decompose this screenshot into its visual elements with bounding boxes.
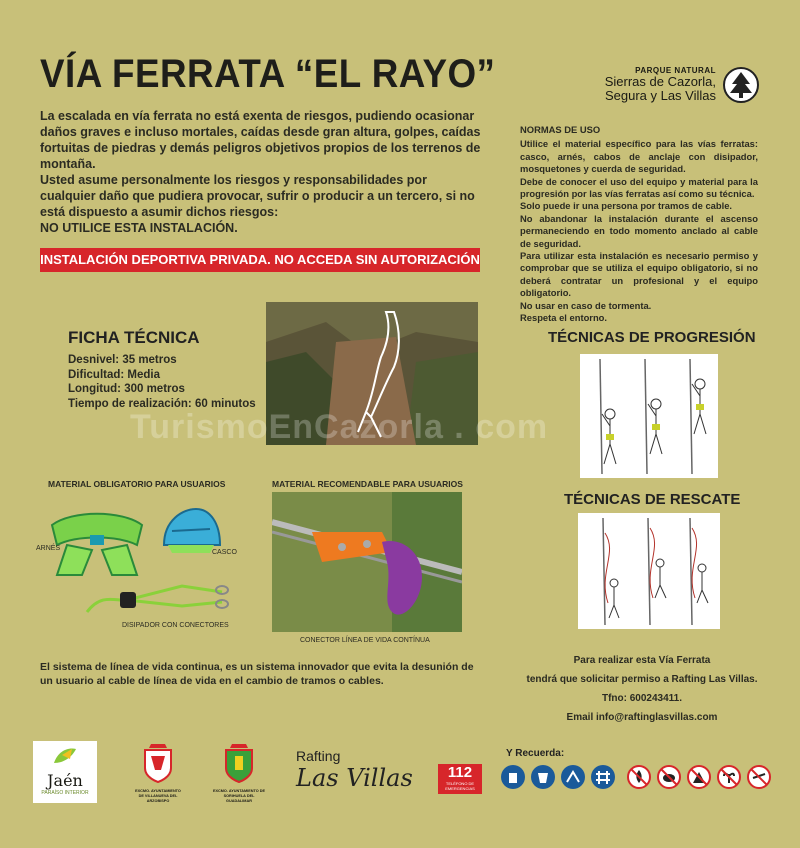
watermark: TurismoEnCazorla . com [130, 408, 549, 446]
norm-item: Para utilizar esta instalación es necesario permiso y comprobar que se utiliza el equipo obligatorio, si no deberá contratar un profesional y el equipo obligatorio. [520, 250, 758, 299]
jaen-leaf-icon [50, 745, 80, 767]
progression-illustration [580, 354, 718, 478]
ficha-line: Desnivel: 35 metros [68, 354, 177, 366]
intro-paragraph-2: Usted asume personalmente los riesgos y responsabilidades por cualquier daño que pudiera provocar, sufrir o producir a un tercero, si no está dispuesto a asumir dichos riesgos: [40, 173, 475, 219]
villanueva-text: EXCMO. AYUNTAMIENTO DE VILLANUEVA DEL ARZOBISPO [135, 789, 181, 803]
page-title: VÍA FERRATA “EL RAYO” [40, 52, 496, 96]
rafting-logo [296, 748, 413, 792]
park-label: PARQUE NATURAL [635, 66, 716, 75]
jaen-logo [33, 741, 97, 803]
no-plants-icon [716, 764, 742, 790]
linea-vida-text: El sistema de línea de vida continua, es un sistema innovador que evita la desunión de un usuario al cable de línea de vida en el cambio de tramos o cables. [40, 661, 474, 687]
fence-icon [590, 764, 616, 790]
ficha-line: Longitud: 300 metros [68, 383, 185, 395]
tecnicas-rescate-title: TÉCNICAS DE RESCATE [564, 491, 741, 508]
casco-label: CASCO [212, 549, 237, 556]
sorihuela-text: EXCMO. AYUNTAMIENTO DE SORIHUELA DEL GUADALIMAR [212, 789, 266, 803]
norm-item: No abandonar la instalación durante el ascenso permaneciendo en todo momento anclado al cable de seguridad. [520, 212, 758, 249]
intro-paragraph-3: NO UTILICE ESTA INSTALACIÓN. [40, 221, 238, 235]
energy-absorber-icon [82, 572, 232, 620]
rules-icons [500, 764, 778, 792]
arnes-label: ARNÉS [36, 545, 61, 552]
conector-label: CONECTOR LÍNEA DE VIDA CONTÍNUA [300, 637, 430, 644]
norm-item: Utilice el material específico para las vías ferratas: casco, arnés, cabos de anclaje con disipador, mosquetones y cuerda de seguridad. [520, 138, 758, 175]
contact-phone: Tfno: 600243411. [601, 693, 683, 704]
ficha-line: Tiempo de realización: 60 minutos [68, 397, 256, 410]
rafting-text: Rafting [296, 748, 341, 764]
no-fire-icon [626, 764, 652, 790]
bin-icon [500, 764, 526, 790]
warning-banner: INSTALACIÓN DEPORTIVA PRIVADA. NO ACCEDA SIN AUTORIZACIÓN [40, 248, 480, 272]
park-name-line1: Sierras de Cazorla, [604, 74, 716, 89]
jaen-sub: PARAÍSO INTERIOR [41, 790, 89, 796]
contact-block [520, 651, 764, 727]
connector-photo [272, 492, 462, 632]
ficha-title: FICHA TÉCNICA [68, 328, 200, 347]
no-camping-icon [686, 764, 712, 790]
ficha-line: Dificultad: Media [68, 368, 161, 381]
norm-item: Respeta el entorno. [520, 312, 607, 324]
villanueva-shield-icon [141, 740, 175, 784]
emergency-112-badge [438, 764, 482, 794]
no-hunting-icon [746, 764, 772, 790]
recuerda-title: Y Recuerda: [506, 748, 565, 759]
contact-line-1: Para realizar esta Vía Ferrata [573, 655, 711, 666]
villanueva-logo [132, 740, 184, 806]
jaen-text: Jaén [47, 771, 83, 790]
contact-line-2: tendrá que solicitar permiso a Rafting Las Villas. [526, 674, 758, 685]
tree-icon [722, 66, 760, 104]
intro-paragraph-1: La escalada en vía ferrata no está exenta de riesgos, pudiendo ocasionar daños graves e incluso mortales, caídas desde gran altura, golpes, caídas fortuitas de piedras y demás peligros objetivos propios de los terrenos de montaña. [40, 109, 481, 171]
waste-icon [530, 764, 556, 790]
tecnicas-progresion-title: TÉCNICAS DE PROGRESIÓN [548, 329, 756, 346]
intro-text [40, 108, 485, 236]
contact-email[interactable]: Email info@raftinglasvillas.com [566, 712, 718, 723]
material-recomendable-title: MATERIAL RECOMENDABLE PARA USUARIOS [272, 479, 463, 489]
sorihuela-logo [212, 740, 266, 806]
norm-item: Solo puede ir una persona por tramos de cable. [520, 200, 733, 212]
sorihuela-shield-icon [222, 740, 256, 784]
ficha-details [68, 353, 256, 411]
path-icon [560, 764, 586, 790]
norm-item: No usar en caso de tormenta. [520, 299, 652, 311]
rescue-illustration [578, 513, 720, 629]
norms-heading: NORMAS DE USO [520, 124, 601, 135]
disipador-label: DISIPADOR CON CONECTORES [122, 622, 229, 629]
las-villas-text: Las Villas [296, 764, 413, 792]
no-animals-icon [656, 764, 682, 790]
norms-block [520, 124, 758, 325]
emergency-sub: TELÉFONO DE EMERGENCIAS [445, 781, 475, 791]
park-logo-block [605, 66, 760, 103]
material-obligatorio-title: MATERIAL OBLIGATORIO PARA USUARIOS [48, 479, 226, 489]
emergency-number: 112 [447, 764, 473, 781]
park-name-line2: Segura y Las Villas [604, 88, 716, 103]
norm-item: Debe de conocer el uso del equipo y material para la progresión por las vías ferratas así como su técnica. [520, 175, 758, 200]
